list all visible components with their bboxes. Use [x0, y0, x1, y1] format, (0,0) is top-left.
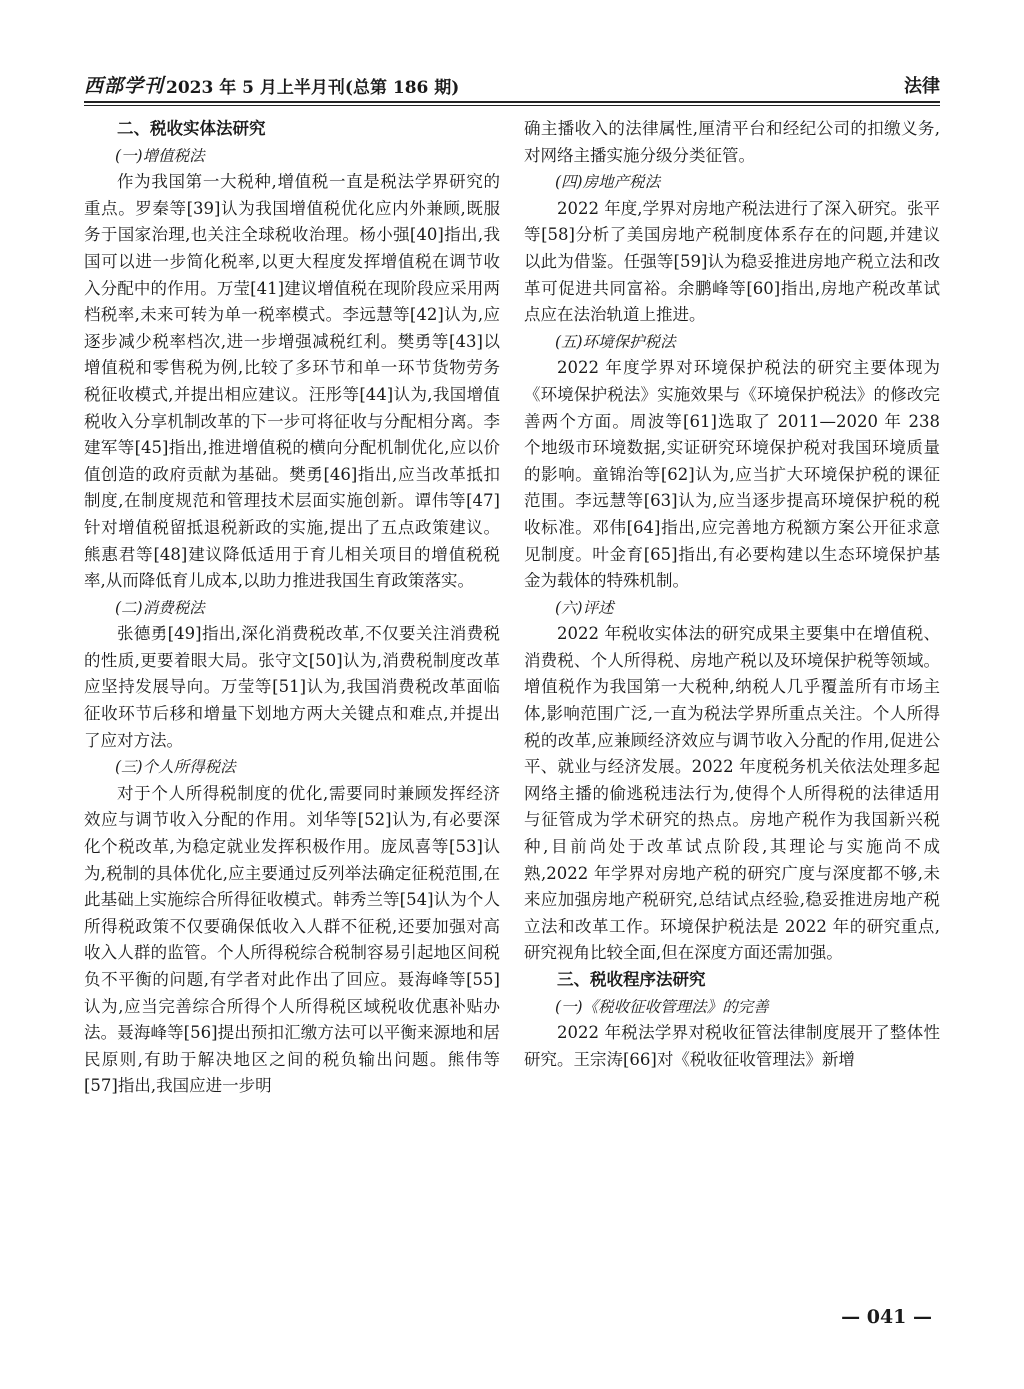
running-header	[84, 72, 940, 98]
paragraph: 2022 年税收实体法的研究成果主要集中在增值税、消费税、个人所得税、房地产税以及环境保护税等领域。增值税作为我国第一大税种,纳税人几乎覆盖所有市场主体,影响范围广泛,一直为税法学界所重点关注。个人所得税的改革,应兼顾经济效应与调节收入分配的作用,促进公平、就业与经济发展。2022 年度税务机关依法处理多起网络主播的偷逃税违法行为,使得个人所得税的法律适用与征管成为学术研究的热点。房地产税作为我国新兴税种,目前尚处于改革试点阶段,其理论与实施尚不成熟,2022 年学界对房地产税的研究广度与深度都不够,未来应加强房地产税研究,总结试点经验,稳妥推进房地产税立法和改革工作。环境保护税法是 2022 年的研究重点,研究视角比较全面,但在深度方面还需加强。	[524, 624, 940, 963]
subsection-heading: (六)评述	[555, 598, 614, 617]
subsection-heading: (五)环境保护税法	[555, 332, 676, 351]
issue-info: 2023 年 5 月上半月刊(总第 186 期)	[166, 78, 460, 98]
subsection-heading: (一)《税收征收管理法》的完善	[555, 997, 769, 1016]
header-rule-thick	[84, 101, 940, 103]
paragraph: 2022 年度学界对环境保护税法的研究主要体现为《环境保护税法》实施效果与《环境保护税法》的修改完善两个方面。周波等[61]选取了 2011—2020 年 238 个地级市环境数据,实证研究环境保护税对我国环境质量的影响。童锦治等[62]认为,应当扩大环境保护税的课征范围。李远慧等[63]认为,应当逐步提高环境保护税的税收标准。邓伟[64]指出,应完善地方税额方案公开征求意见制度。叶金育[65]指出,有必要构建以生态环境保护基金为载体的特殊机制。	[524, 358, 940, 591]
paragraph: 张德勇[49]指出,深化消费税改革,不仅要关注消费税的性质,更要着眼大局。张守文[50]认为,消费税制度改革应坚持发展导向。万莹等[51]认为,我国消费税改革面临征收环节后移和增量下划地方两大关键点和难点,并提出了应对方法。	[84, 624, 500, 750]
subsection-heading: (四)房地产税法	[555, 173, 661, 192]
journal-logo: 西部学刊	[84, 75, 165, 97]
right-column	[524, 116, 940, 1073]
paragraph: 对于个人所得税制度的优化,需要同时兼顾发挥经济效应与调节收入分配的作用。刘华等[52]认为,有必要深化个税改革,为稳定就业发挥积极作用。庞凤喜等[53]认为,税制的具体优化,应主要通过反列举法确定征税范围,在此基础上实施综合所得征收模式。韩秀兰等[54]认为个人所得税政策不仅要确保低收入人群不征税,还要加强对高收入人群的监管。个人所得税综合税制容易引起地区间税负不平衡的问题,有学者对此作出了回应。聂海峰等[55]认为,应当完善综合所得个人所得税区域税收优惠补贴办法。聂海峰等[56]提出预扣汇缴方法可以平衡来源地和居民原则,有助于解决地区之间的税负输出问题。熊伟等[57]指出,我国应进一步明	[84, 783, 500, 1096]
section-heading: 三、税收程序法研究	[557, 970, 706, 989]
paragraph: 作为我国第一大税种,增值税一直是税法学界研究的重点。罗秦等[39]认为我国增值税优化应内外兼顾,既服务于国家治理,也关注全球税收治理。杨小强[40]指出,我国可以进一步简化税率,以更大程度发挥增值税在调节收入分配中的作用。万莹[41]建议增值税在现阶段应采用两档税率,未来可转为单一税率模式。李远慧等[42]认为,应逐步减少税率档次,进一步增强减税红利。樊勇等[43]以增值税和零售税为例,比较了多环节和单一环节货物劳务税征收模式,并提出相应建议。汪彤等[44]认为,我国增值税收入分享机制改革的下一步可将征收与分配相分离。李建军等[45]指出,推进增值税的横向分配机制优化,应以价值创造的政府贡献为基础。樊勇[46]指出,应当改革抵扣制度,在制度规范和管理技术层面实施创新。谭伟等[47]针对增值税留抵退税新政的实施,提出了五点政策建议。熊惠君等[48]建议降低适用于育儿相关项目的增值税税率,从而降低育儿成本,以助力推进我国生育政策落实。	[84, 172, 500, 591]
section-heading: 二、税收实体法研究	[117, 119, 266, 138]
header-rule-thin	[84, 105, 940, 106]
subsection-heading: (三)个人所得税法	[115, 758, 236, 777]
paragraph-continued: 确主播收入的法律属性,厘清平台和经纪公司的扣缴义务,对网络主播实施分级分类征管。	[524, 119, 940, 165]
paragraph: 2022 年税法学界对税收征管法律制度展开了整体性研究。王宗涛[66]对《税收征收管理法》新增	[524, 1023, 940, 1069]
left-column	[84, 116, 500, 1100]
paragraph: 2022 年度,学界对房地产税法进行了深入研究。张平等[58]分析了美国房地产税制度体系存在的问题,并建议以此为借鉴。任强等[59]认为稳妥推进房地产税立法和改革可促进共同富裕。余鹏峰等[60]指出,房地产税改革试点应在法治轨道上推进。	[524, 198, 940, 325]
subsection-heading: (二)消费税法	[115, 598, 205, 617]
section-tag: 法律	[904, 76, 940, 97]
header-left	[84, 71, 459, 98]
subsection-heading: (一)增值税法	[115, 146, 205, 165]
page-number: — 041 —	[841, 1306, 932, 1328]
